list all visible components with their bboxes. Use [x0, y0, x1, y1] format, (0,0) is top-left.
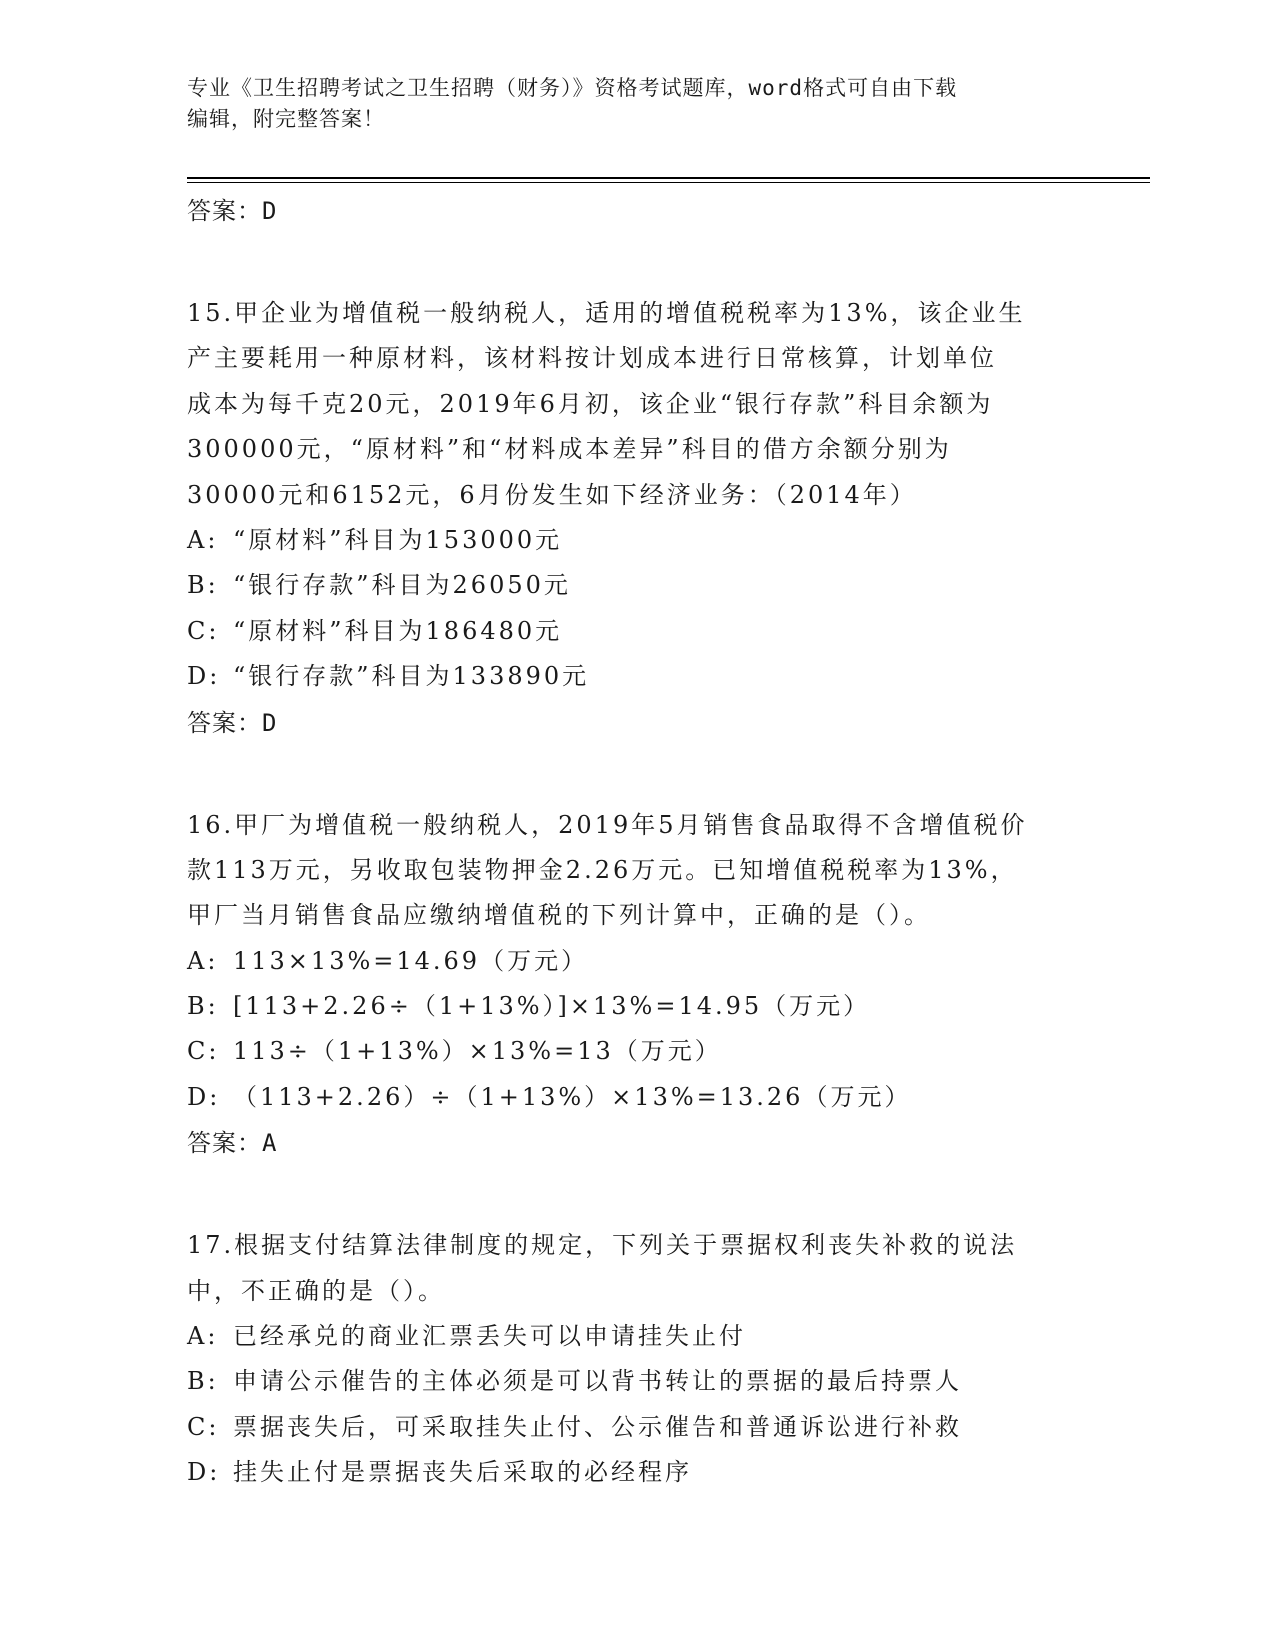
question-16	[187, 803, 1087, 1167]
option-key: A:	[187, 525, 219, 554]
option-key: D:	[187, 1458, 221, 1487]
option-key: A:	[187, 1322, 219, 1351]
option-key: C:	[187, 1412, 220, 1441]
option-key: D:	[187, 1082, 221, 1111]
option-text: “原材料”科目为153000元	[233, 525, 563, 554]
option-c	[187, 1405, 1087, 1450]
option-text: “银行存款”科目为26050元	[233, 571, 571, 600]
question-text-line: 中，不正确的是（）。	[187, 1276, 445, 1305]
option-text: （113+2.26）÷（1+13%）×13%=13.26（万元）	[233, 1082, 912, 1111]
option-b	[187, 984, 1087, 1029]
option-c	[187, 609, 1087, 654]
document-header	[187, 73, 1087, 135]
header-line-2: 编辑，附完整答案！	[187, 107, 385, 131]
question-17	[187, 1223, 1087, 1495]
spacer	[187, 746, 1087, 803]
option-a	[187, 1314, 1087, 1359]
question-text-line: 产主要耗用一种原材料，该材料按计划成本进行日常核算，计划单位	[187, 344, 997, 373]
option-a	[187, 518, 1087, 563]
option-key: C:	[187, 616, 220, 645]
option-d	[187, 1450, 1087, 1495]
option-d	[187, 1075, 1087, 1120]
option-text: 113×13%=14.69（万元）	[233, 946, 589, 975]
question-15	[187, 291, 1087, 746]
option-key: A:	[187, 946, 219, 975]
question-text-line: 17.根据支付结算法律制度的规定，下列关于票据权利丧失补救的说法	[187, 1231, 1018, 1260]
option-text: [113+2.26÷（1+13%）]×13%=14.95（万元）	[233, 992, 871, 1021]
spacer	[187, 1166, 1087, 1223]
spacer	[187, 234, 1087, 291]
question-text-line: 成本为每千克20元，2019年6月初，该企业“银行存款”科目余额为	[187, 389, 994, 418]
question-text-line: 15.甲企业为增值税一般纳税人，适用的增值税税率为13%，该企业生	[187, 299, 1026, 327]
answer-16: 答案：A	[187, 1129, 278, 1158]
answer-15: 答案：D	[187, 708, 278, 737]
option-b	[187, 1359, 1087, 1404]
question-text-line: 30000元和6152元，6月份发生如下经济业务：（2014年）	[187, 480, 917, 509]
option-text: 113÷（1+13%）×13%=13（万元）	[233, 1037, 722, 1066]
question-text-line: 甲厂当月销售食品应缴纳增值税的下列计算中，正确的是（）。	[187, 901, 931, 930]
option-b	[187, 563, 1087, 608]
option-text: “原材料”科目为186480元	[233, 616, 563, 645]
option-d	[187, 654, 1087, 699]
option-text: 票据丧失后，可采取挂失止付、公示催告和普通诉讼进行补救	[233, 1412, 962, 1441]
option-text: “银行存款”科目为133890元	[233, 662, 590, 691]
header-line-1: 专业《卫生招聘考试之卫生招聘（财务）》资格考试题库，word格式可自由下载	[187, 76, 958, 100]
option-text: 申请公示催告的主体必须是可以背书转让的票据的最后持票人	[233, 1367, 962, 1396]
option-text: 已经承兑的商业汇票丢失可以申请挂失止付	[233, 1322, 746, 1351]
option-key: B:	[187, 992, 219, 1021]
option-a	[187, 939, 1087, 984]
option-key: C:	[187, 1037, 220, 1066]
option-text: 挂失止付是票据丧失后采取的必经程序	[233, 1458, 692, 1487]
question-text-line: 款113万元，另收取包装物押金2.26万元。已知增值税税率为13%，	[187, 855, 1018, 884]
header-rule-thin	[187, 182, 1150, 183]
option-key: B:	[187, 571, 219, 600]
option-key: D:	[187, 662, 221, 691]
header-rule-thick	[187, 177, 1150, 179]
question-text-line: 16.甲厂为增值税一般纳税人，2019年5月销售食品取得不含增值税价	[187, 810, 1028, 839]
option-c	[187, 1029, 1087, 1074]
previous-answer: 答案：D	[187, 197, 278, 225]
question-text-line: 300000元，“原材料”和“材料成本差异”科目的借方余额分别为	[187, 435, 952, 464]
option-key: B:	[187, 1367, 219, 1396]
document-body	[187, 188, 1087, 1496]
